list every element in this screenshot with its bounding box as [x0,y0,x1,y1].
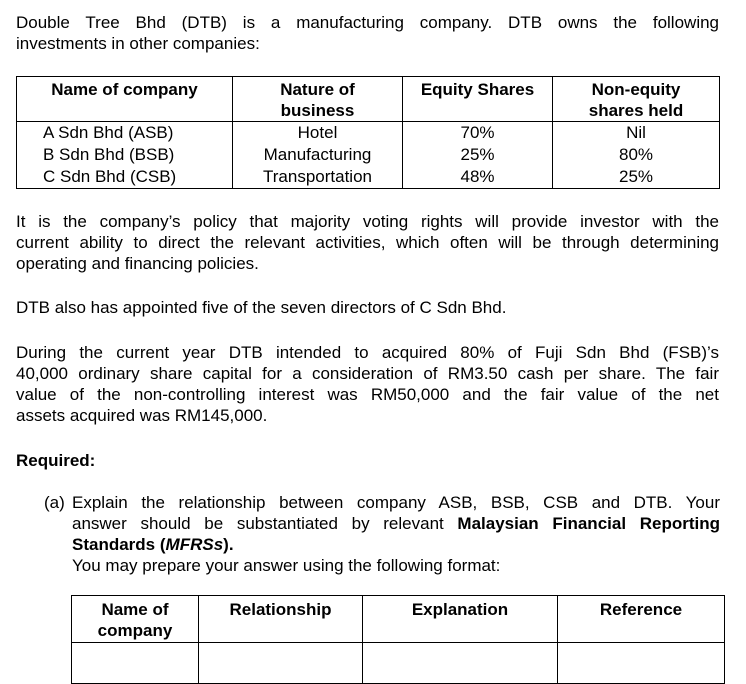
intro-line: investments in other companies: [16,34,260,53]
answer-cell [199,643,363,684]
answer-format-table [71,595,725,684]
answer-cell [72,643,199,684]
question-line [72,513,720,534]
cell-equity: 70% [403,122,553,145]
intro-paragraph [16,12,719,54]
cell-company: C Sdn Bhd (CSB) [17,166,233,189]
question-bold-text: ). [223,535,234,554]
answer-header-explanation: Explanation [363,596,558,643]
answer-cell [363,643,558,684]
cell-nature: Transportation [233,166,403,189]
answer-cell [558,643,725,684]
answer-empty-row [72,643,725,684]
header-text: Nature of [280,80,355,99]
question-bold-text: Malaysian Financial Reporting [457,514,720,533]
cell-nature: Hotel [233,122,403,145]
policy-line: It is the company’s policy that majority voting rights will provide investor with the [16,212,719,231]
header-nature-of-business [233,77,403,122]
answer-header-row [72,596,725,643]
cell-nonequity: 25% [553,166,720,189]
header-text: shares held [588,101,684,120]
question-line: You may prepare your answer using the following format: [72,556,501,575]
policy-paragraph [16,211,719,274]
table-row [17,122,720,145]
acquisition-line: assets acquired was RM145,000. [16,406,268,425]
header-equity-shares: Equity Shares [403,77,553,122]
header-text: Non-equity [591,80,681,99]
table-row [17,144,720,166]
cell-company: A Sdn Bhd (ASB) [17,122,233,145]
answer-header-relationship: Relationship [199,596,363,643]
acquisition-paragraph [16,342,719,426]
header-non-equity-shares [553,77,720,122]
intro-line: Double Tree Bhd (DTB) is a manufacturing company. DTB owns the following [16,13,719,32]
header-text: Name of [101,600,169,619]
cell-nonequity: Nil [553,122,720,145]
header-text: company [97,621,173,640]
cell-nature: Manufacturing [233,144,403,166]
header-name-of-company: Name of company [17,77,233,122]
header-text: business [280,101,355,120]
acquisition-line: value of the non-controlling interest was RM50,000 and the fair value of the net [16,385,719,404]
cell-nonequity: 80% [553,144,720,166]
directors-paragraph [16,297,719,318]
question-line: Explain the relationship between company ASB, BSB, CSB and DTB. Your [72,493,720,512]
acquisition-line: 40,000 ordinary share capital for a consideration of RM3.50 cash per share. The fair [16,364,719,383]
question-a-text [72,492,720,576]
directors-line: DTB also has appointed five of the seven directors of C Sdn Bhd. [16,298,507,317]
holdings-table [16,76,720,189]
question-bold-text: Standards ( [72,535,166,554]
answer-header-name-of-company [72,596,199,643]
policy-line: operating and financing policies. [16,254,259,273]
question-a-label: (a) [44,493,65,512]
cell-equity: 48% [403,166,553,189]
acquisition-line: During the current year DTB intended to acquired 80% of Fuji Sdn Bhd (FSB)’s [16,343,719,362]
question-bold-italic-text: MFRSs [165,535,224,554]
cell-company: B Sdn Bhd (BSB) [17,144,233,166]
holdings-header-row [17,77,720,122]
cell-equity: 25% [403,144,553,166]
policy-line: current ability to direct the relevant activities, which often will be through determining [16,233,719,252]
required-heading: Required: [16,451,96,470]
answer-header-reference: Reference [558,596,725,643]
question-line [72,534,720,555]
question-text: answer should be substantiated by relevant [72,514,458,533]
table-row [17,166,720,189]
